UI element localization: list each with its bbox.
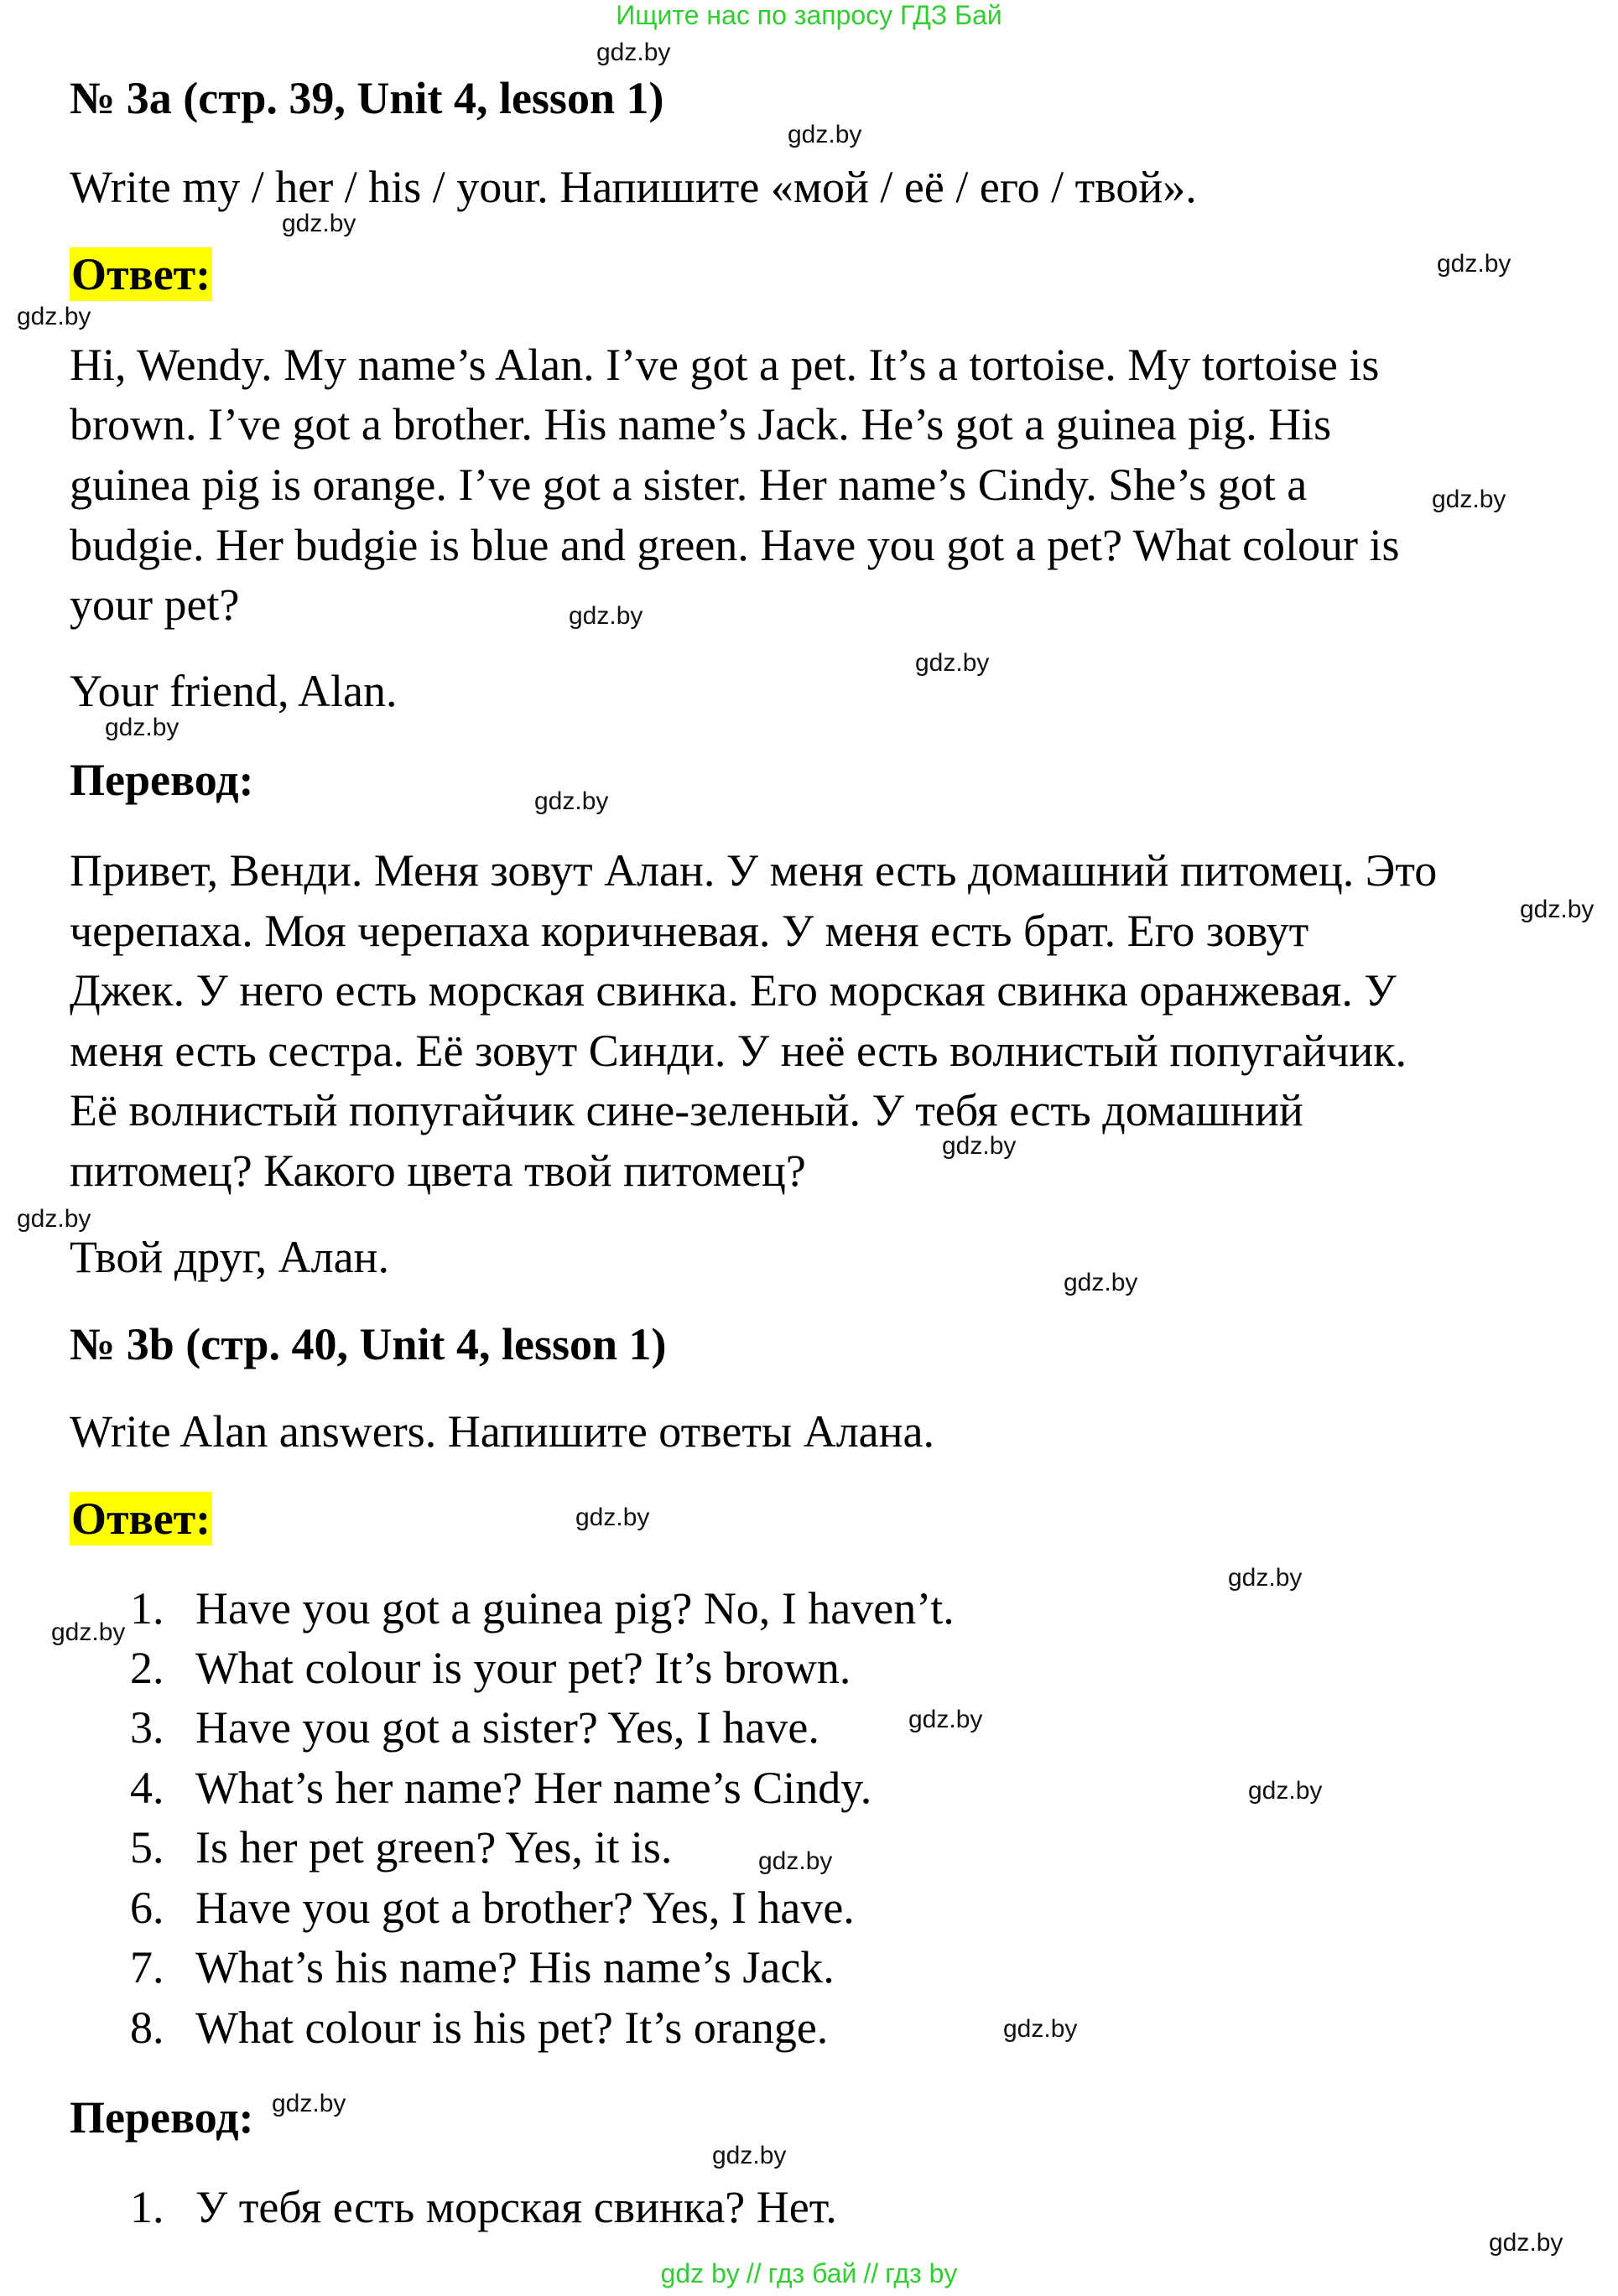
task-3b-heading: № 3b (стр. 40, Unit 4, lesson 1): [70, 1319, 667, 1369]
list-item-number: 3.: [130, 1702, 164, 1753]
list-item: [130, 2001, 828, 2054]
list-item-number: 2.: [130, 1643, 164, 1693]
watermark: gdz.by: [758, 1847, 833, 1875]
list-item: [130, 2180, 837, 2234]
watermark: gdz.by: [1248, 1777, 1323, 1805]
watermark: gdz.by: [788, 121, 862, 148]
list-item-number: 6.: [130, 1883, 164, 1933]
watermark: gdz.by: [569, 602, 643, 630]
watermark: gdz.by: [534, 787, 609, 815]
task-3a-translation-line: Её волнистый попугайчик сине-зеленый. У тебя есть домашний: [70, 1085, 1303, 1135]
list-item: [130, 1881, 855, 1935]
task-3a-translation-label: Перевод:: [70, 755, 254, 805]
task-3a-answer-label: Ответ:: [71, 249, 211, 299]
bottom-banner-link[interactable]: gdz by: [660, 2258, 740, 2288]
task-3a-answer-line: Hi, Wendy. My name’s Alan. I’ve got a pet. It’s a tortoise. My tortoise is: [70, 340, 1380, 390]
task-3b-answer-label: Ответ:: [71, 1493, 211, 1544]
watermark: gdz.by: [1489, 2229, 1563, 2257]
list-item-number: 4.: [130, 1763, 164, 1813]
watermark: gdz.by: [915, 649, 990, 677]
watermark: gdz.by: [942, 1132, 1017, 1160]
watermark: gdz.by: [17, 1205, 91, 1233]
task-3a-instruction: Write my / her / his / your. Напишите «мой / её / его / твой».: [70, 162, 1197, 212]
list-item: [130, 1821, 672, 1874]
list-item: [130, 1701, 819, 1754]
list-item-number: 8.: [130, 2003, 164, 2053]
list-item: [130, 1940, 835, 1994]
watermark: gdz.by: [282, 210, 356, 237]
watermark: gdz.by: [1228, 1564, 1303, 1592]
list-item-text: Is her pet green? Yes, it is.: [195, 1822, 673, 1873]
watermark: gdz.by: [1432, 486, 1506, 513]
list-item-text: Have you got a brother? Yes, I have.: [195, 1883, 855, 1933]
task-3a-translation-line: питомец? Какого цвета твой питомец?: [70, 1145, 806, 1196]
watermark: gdz.by: [596, 39, 671, 66]
list-item-text: What’s his name? His name’s Jack.: [195, 1942, 835, 1992]
bottom-banner-link[interactable]: гдз бай: [767, 2258, 857, 2288]
bottom-banner-link[interactable]: гдз by: [885, 2258, 958, 2288]
watermark: gdz.by: [51, 1618, 126, 1646]
list-item: [130, 1641, 851, 1695]
bottom-banner-separator: //: [863, 2258, 879, 2288]
list-item-text: What’s her name? Her name’s Cindy.: [195, 1763, 872, 1813]
bottom-banner-separator: //: [746, 2258, 762, 2288]
list-item-text: Have you got a sister? Yes, I have.: [195, 1702, 819, 1753]
task-3a-answer-line: brown. I’ve got a brother. His name’s Jack. He’s got a guinea pig. His: [70, 399, 1332, 449]
list-item: [130, 1582, 955, 1635]
task-3a-answer-line: budgie. Her budgie is blue and green. Have you got a pet? What colour is: [70, 520, 1400, 570]
task-3a-translation-line: черепаха. Моя черепаха коричневая. У меня есть брат. Его зовут: [70, 906, 1309, 956]
task-3a-translation-signature: Твой друг, Алан.: [70, 1232, 389, 1282]
list-item: [130, 1761, 871, 1815]
task-3a-translation-line: Джек. У него есть морская свинка. Его морская свинка оранжевая. У: [70, 965, 1397, 1016]
task-3b-instruction: Write Alan answers. Напишите ответы Алана.: [70, 1406, 934, 1457]
list-item-text: What colour is your pet? It’s brown.: [195, 1643, 851, 1693]
list-item-text: Have you got a guinea pig? No, I haven’t.: [195, 1583, 955, 1634]
task-3a-translation-line: Привет, Венди. Меня зовут Алан. У меня есть домашний питомец. Это: [70, 845, 1438, 896]
top-banner[interactable]: Ищите нас по запросу ГДЗ Бай: [616, 0, 1002, 30]
watermark: gdz.by: [17, 303, 91, 330]
watermark: gdz.by: [1003, 2015, 1078, 2043]
task-3a-heading: № 3a (стр. 39, Unit 4, lesson 1): [70, 73, 664, 123]
list-item-number: 1.: [130, 2182, 164, 2232]
task-3a-translation-line: меня есть сестра. Её зовут Синди. У неё есть волнистый попугайчик.: [70, 1026, 1407, 1076]
watermark: gdz.by: [1064, 1269, 1138, 1296]
task-3b-translation-label: Перевод:: [70, 2092, 254, 2143]
list-item-number: 7.: [130, 1942, 164, 1992]
watermark: gdz.by: [1520, 896, 1595, 923]
list-item-text: У тебя есть морская свинка? Нет.: [195, 2182, 837, 2232]
task-3a-signature: Your friend, Alan.: [70, 666, 398, 716]
task-3a-answer-line: guinea pig is orange. I’ve got a sister. Her name’s Cindy. She’s got a: [70, 460, 1308, 510]
list-item-number: 5.: [130, 1822, 164, 1873]
list-item-text: What colour is his pet? It’s orange.: [195, 2003, 829, 2053]
watermark: gdz.by: [575, 1504, 650, 1531]
watermark: gdz.by: [908, 1706, 983, 1733]
task-3a-answer-line: your pet?: [70, 579, 240, 630]
watermark: gdz.by: [105, 714, 179, 741]
watermark: gdz.by: [1437, 250, 1511, 278]
bottom-banner[interactable]: [0, 2258, 1618, 2288]
list-item-number: 1.: [130, 1583, 164, 1634]
watermark: gdz.by: [272, 2090, 346, 2117]
watermark: gdz.by: [712, 2142, 787, 2169]
